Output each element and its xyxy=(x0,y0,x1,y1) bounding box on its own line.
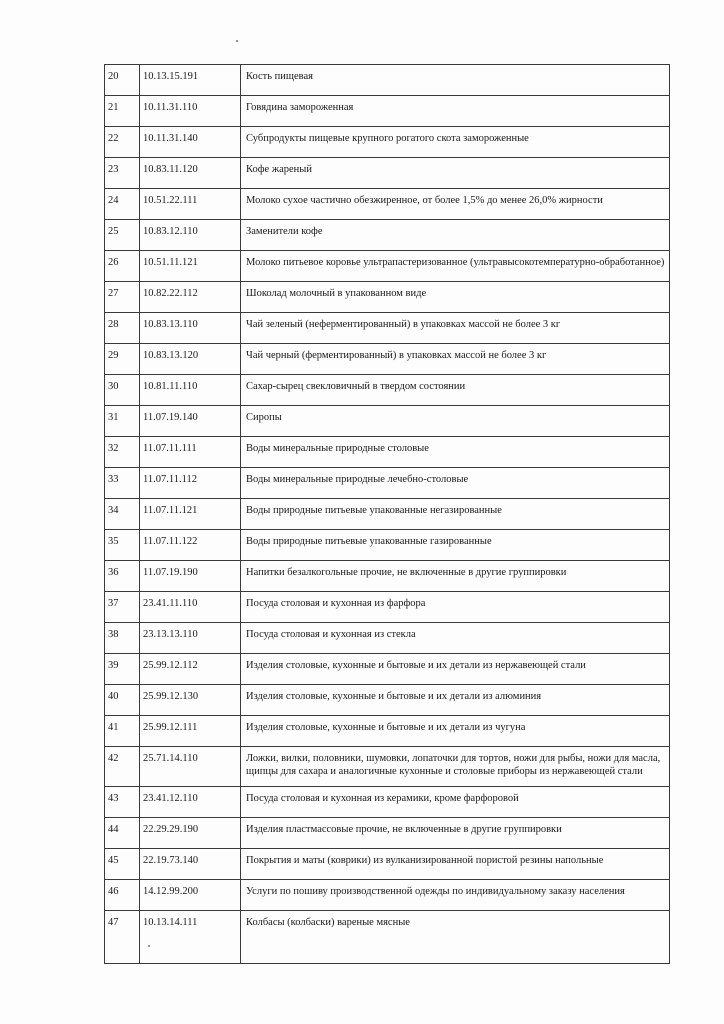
row-number-cell xyxy=(105,787,140,818)
row-number-text: 32 xyxy=(108,443,119,454)
product-name-cell xyxy=(241,911,670,964)
row-number-text: 34 xyxy=(108,505,119,516)
product-name-text: Колбасы (колбаски) вареные мясные xyxy=(246,917,410,928)
product-name-text: Сахар-сырец свекловичный в твердом состоянии xyxy=(246,381,466,392)
row-number-cell xyxy=(105,561,140,592)
row-number-cell xyxy=(105,375,140,406)
okpd-code-cell xyxy=(140,818,241,849)
row-number-cell xyxy=(105,96,140,127)
okpd-code-cell xyxy=(140,499,241,530)
okpd-code-cell xyxy=(140,716,241,747)
product-name-text: Кость пищевая xyxy=(246,71,313,82)
product-name-text: Чай зеленый (неферментированный) в упаковках массой не более 3 кг xyxy=(246,319,561,330)
table-row xyxy=(105,499,670,530)
table-row xyxy=(105,65,670,96)
okpd-code-text: 10.81.11.110 xyxy=(143,381,198,392)
row-number-cell xyxy=(105,530,140,561)
row-number-text: 39 xyxy=(108,660,119,671)
product-name-text: Шоколад молочный в упакованном виде xyxy=(246,288,427,299)
okpd-code-text: 10.13.14.111 xyxy=(143,917,198,928)
row-number-cell xyxy=(105,220,140,251)
product-name-cell xyxy=(241,189,670,220)
okpd-code-cell xyxy=(140,127,241,158)
okpd-code-cell xyxy=(140,787,241,818)
product-name-cell xyxy=(241,251,670,282)
okpd-code-cell xyxy=(140,468,241,499)
row-number-cell xyxy=(105,499,140,530)
table-row xyxy=(105,530,670,561)
table-row xyxy=(105,592,670,623)
okpd-code-cell xyxy=(140,654,241,685)
table-body xyxy=(105,65,670,964)
okpd-code-cell xyxy=(140,65,241,96)
okpd-code-text: 23.13.13.110 xyxy=(143,629,198,640)
row-number-text: 40 xyxy=(108,691,119,702)
product-name-cell xyxy=(241,592,670,623)
okpd-code-cell xyxy=(140,592,241,623)
okpd-code-cell xyxy=(140,880,241,911)
table-row xyxy=(105,313,670,344)
row-number-text: 35 xyxy=(108,536,119,547)
row-number-text: 25 xyxy=(108,226,119,237)
product-name-cell xyxy=(241,344,670,375)
okpd-code-text: 10.83.11.120 xyxy=(143,164,198,175)
row-number-text: 29 xyxy=(108,350,119,361)
okpd-code-cell xyxy=(140,282,241,313)
table-row xyxy=(105,96,670,127)
row-number-cell xyxy=(105,313,140,344)
product-name-text: Молоко сухое частично обезжиренное, от более 1,5% до менее 26,0% жирности xyxy=(246,195,603,206)
product-name-text: Субпродукты пищевые крупного рогатого скота замороженные xyxy=(246,133,529,144)
table-row xyxy=(105,654,670,685)
okpd-code-text: 11.07.11.112 xyxy=(143,474,197,485)
row-number-cell xyxy=(105,251,140,282)
table-row xyxy=(105,747,670,787)
table-row xyxy=(105,127,670,158)
okpd-code-cell xyxy=(140,437,241,468)
product-name-text: Воды минеральные природные столовые xyxy=(246,443,429,454)
product-name-text: Изделия столовые, кухонные и бытовые и их детали из нержавеющей стали xyxy=(246,660,586,671)
okpd-code-cell xyxy=(140,623,241,654)
row-number-cell xyxy=(105,282,140,313)
product-name-cell xyxy=(241,818,670,849)
okpd-code-text: 10.83.12.110 xyxy=(143,226,198,237)
product-name-text: Изделия пластмассовые прочие, не включенные в другие группировки xyxy=(246,824,562,835)
okpd-code-text: 11.07.11.122 xyxy=(143,536,198,547)
row-number-cell xyxy=(105,716,140,747)
table-row xyxy=(105,623,670,654)
table-row xyxy=(105,158,670,189)
product-name-cell xyxy=(241,406,670,437)
row-number-text: 27 xyxy=(108,288,119,299)
table-row xyxy=(105,716,670,747)
row-number-cell xyxy=(105,158,140,189)
row-number-text: 41 xyxy=(108,722,119,733)
row-number-cell xyxy=(105,468,140,499)
okpd-code-text: 25.99.12.130 xyxy=(143,691,199,702)
product-name-cell xyxy=(241,282,670,313)
product-name-cell xyxy=(241,561,670,592)
product-name-text: Кофе жареный xyxy=(246,164,312,175)
okpd-code-cell xyxy=(140,189,241,220)
product-name-cell xyxy=(241,437,670,468)
row-number-text: 42 xyxy=(108,753,119,764)
row-number-cell xyxy=(105,880,140,911)
okpd-code-text: 11.07.11.121 xyxy=(143,505,198,516)
okpd-code-text: 25.71.14.110 xyxy=(143,753,198,764)
okpd-code-cell xyxy=(140,96,241,127)
product-name-cell xyxy=(241,158,670,189)
okpd-code-text: 23.41.12.110 xyxy=(143,793,198,804)
okpd-code-text: 10.83.13.110 xyxy=(143,319,198,330)
row-number-text: 24 xyxy=(108,195,119,206)
product-name-cell xyxy=(241,716,670,747)
product-name-cell xyxy=(241,849,670,880)
product-name-text: Покрытия и маты (коврики) из вулканизированной пористой резины напольные xyxy=(246,855,604,866)
table-row xyxy=(105,251,670,282)
table-row xyxy=(105,437,670,468)
row-number-text: 47 xyxy=(108,917,119,928)
product-name-text: Сиропы xyxy=(246,412,282,423)
okpd-code-cell xyxy=(140,849,241,880)
table-row xyxy=(105,685,670,716)
product-name-text: Услуги по пошиву производственной одежды по индивидуальному заказу населения xyxy=(246,886,625,897)
product-name-text: Заменители кофе xyxy=(246,226,323,237)
okpd-code-text: 25.99.12.111 xyxy=(143,722,198,733)
row-number-text: 43 xyxy=(108,793,119,804)
row-number-text: 20 xyxy=(108,71,119,82)
okpd-code-text: 10.11.31.110 xyxy=(143,102,198,113)
product-name-text: Напитки безалкогольные прочие, не включенные в другие группировки xyxy=(246,567,567,578)
okpd-code-text: 22.19.73.140 xyxy=(143,855,199,866)
table-row xyxy=(105,282,670,313)
row-number-cell xyxy=(105,189,140,220)
product-name-cell xyxy=(241,499,670,530)
table-row xyxy=(105,468,670,499)
okpd-code-text: 11.07.11.111 xyxy=(143,443,197,454)
table-row xyxy=(105,344,670,375)
row-number-cell xyxy=(105,65,140,96)
row-number-text: 37 xyxy=(108,598,119,609)
row-number-text: 33 xyxy=(108,474,119,485)
row-number-cell xyxy=(105,127,140,158)
okpd-code-text: 23.41.11.110 xyxy=(143,598,198,609)
okpd-code-text: 14.12.99.200 xyxy=(143,886,199,897)
table-row xyxy=(105,818,670,849)
product-name-cell xyxy=(241,685,670,716)
okpd-code-cell xyxy=(140,685,241,716)
okpd-code-text: 10.82.22.112 xyxy=(143,288,198,299)
row-number-text: 38 xyxy=(108,629,119,640)
row-number-cell xyxy=(105,406,140,437)
table-row xyxy=(105,880,670,911)
row-number-cell xyxy=(105,818,140,849)
okpd-code-text: 10.13.15.191 xyxy=(143,71,199,82)
product-name-cell xyxy=(241,787,670,818)
row-number-cell xyxy=(105,747,140,787)
product-name-cell xyxy=(241,468,670,499)
okpd-code-text: 11.07.19.190 xyxy=(143,567,198,578)
product-name-text: Воды природные питьевые упакованные негазированные xyxy=(246,505,502,516)
product-name-text: Изделия столовые, кухонные и бытовые и их детали из алюминия xyxy=(246,691,542,702)
table-row xyxy=(105,911,670,964)
product-name-cell xyxy=(241,220,670,251)
table-row xyxy=(105,406,670,437)
product-name-cell xyxy=(241,65,670,96)
product-name-text: Говядина замороженная xyxy=(246,102,354,113)
product-name-cell xyxy=(241,96,670,127)
okpd-code-cell xyxy=(140,313,241,344)
row-number-text: 44 xyxy=(108,824,119,835)
okpd-code-cell xyxy=(140,375,241,406)
product-name-cell xyxy=(241,623,670,654)
okpd-code-cell xyxy=(140,158,241,189)
row-number-cell xyxy=(105,849,140,880)
okpd-code-cell xyxy=(140,530,241,561)
product-name-text: Посуда столовая и кухонная из стекла xyxy=(246,629,416,640)
okpd-code-text: 10.51.11.121 xyxy=(143,257,198,268)
product-name-text: Посуда столовая и кухонная из керамики, кроме фарфоровой xyxy=(246,793,519,804)
row-number-text: 23 xyxy=(108,164,119,175)
row-number-text: 36 xyxy=(108,567,119,578)
product-name-cell xyxy=(241,313,670,344)
table-row xyxy=(105,189,670,220)
product-name-cell xyxy=(241,654,670,685)
okpd-code-text: 10.83.13.120 xyxy=(143,350,199,361)
table-row xyxy=(105,220,670,251)
okpd-code-cell xyxy=(140,561,241,592)
product-name-text: Молоко питьевое коровье ультрапастеризованное (ультравысокотемпературно-обработанное) xyxy=(246,257,665,268)
product-name-text: Изделия столовые, кухонные и бытовые и их детали из чугуна xyxy=(246,722,526,733)
okpd-code-cell xyxy=(140,220,241,251)
product-name-text: Ложки, вилки, половники, шумовки, лопаточки для тортов, ножи для рыбы, ножи для масла, щипцы для сахара и аналогичные кухонные и столовые приборы из нержавеющей стали xyxy=(246,753,661,777)
product-name-cell xyxy=(241,747,670,787)
row-number-cell xyxy=(105,344,140,375)
okpd-code-text: 11.07.19.140 xyxy=(143,412,198,423)
product-name-cell xyxy=(241,127,670,158)
okpd-code-cell xyxy=(140,406,241,437)
product-name-cell xyxy=(241,880,670,911)
row-number-text: 46 xyxy=(108,886,119,897)
table-row xyxy=(105,849,670,880)
okpd-code-text: 10.51.22.111 xyxy=(143,195,198,206)
product-name-text: Чай черный (ферментированный) в упаковках массой не более 3 кг xyxy=(246,350,547,361)
row-number-text: 26 xyxy=(108,257,119,268)
row-number-text: 21 xyxy=(108,102,119,113)
scan-speck xyxy=(236,40,238,42)
product-name-text: Воды минеральные природные лечебно-столовые xyxy=(246,474,469,485)
row-number-cell xyxy=(105,685,140,716)
product-name-text: Посуда столовая и кухонная из фарфора xyxy=(246,598,426,609)
table-row xyxy=(105,787,670,818)
row-number-text: 45 xyxy=(108,855,119,866)
row-number-text: 31 xyxy=(108,412,119,423)
okpd-code-text: 25.99.12.112 xyxy=(143,660,198,671)
row-number-cell xyxy=(105,623,140,654)
row-number-text: 28 xyxy=(108,319,119,330)
row-number-cell xyxy=(105,654,140,685)
table-row xyxy=(105,561,670,592)
product-name-text: Воды природные питьевые упакованные газированные xyxy=(246,536,492,547)
row-number-cell xyxy=(105,437,140,468)
okpd-code-cell xyxy=(140,344,241,375)
row-number-cell xyxy=(105,911,140,964)
row-number-text: 22 xyxy=(108,133,119,144)
product-name-cell xyxy=(241,530,670,561)
okpd-code-text: 22.29.29.190 xyxy=(143,824,199,835)
okpd-code-text: 10.11.31.140 xyxy=(143,133,198,144)
okpd-code-cell xyxy=(140,911,241,964)
table-row xyxy=(105,375,670,406)
product-codes-table xyxy=(104,64,670,964)
product-name-cell xyxy=(241,375,670,406)
row-number-text: 30 xyxy=(108,381,119,392)
row-number-cell xyxy=(105,592,140,623)
okpd-code-cell xyxy=(140,747,241,787)
okpd-code-cell xyxy=(140,251,241,282)
